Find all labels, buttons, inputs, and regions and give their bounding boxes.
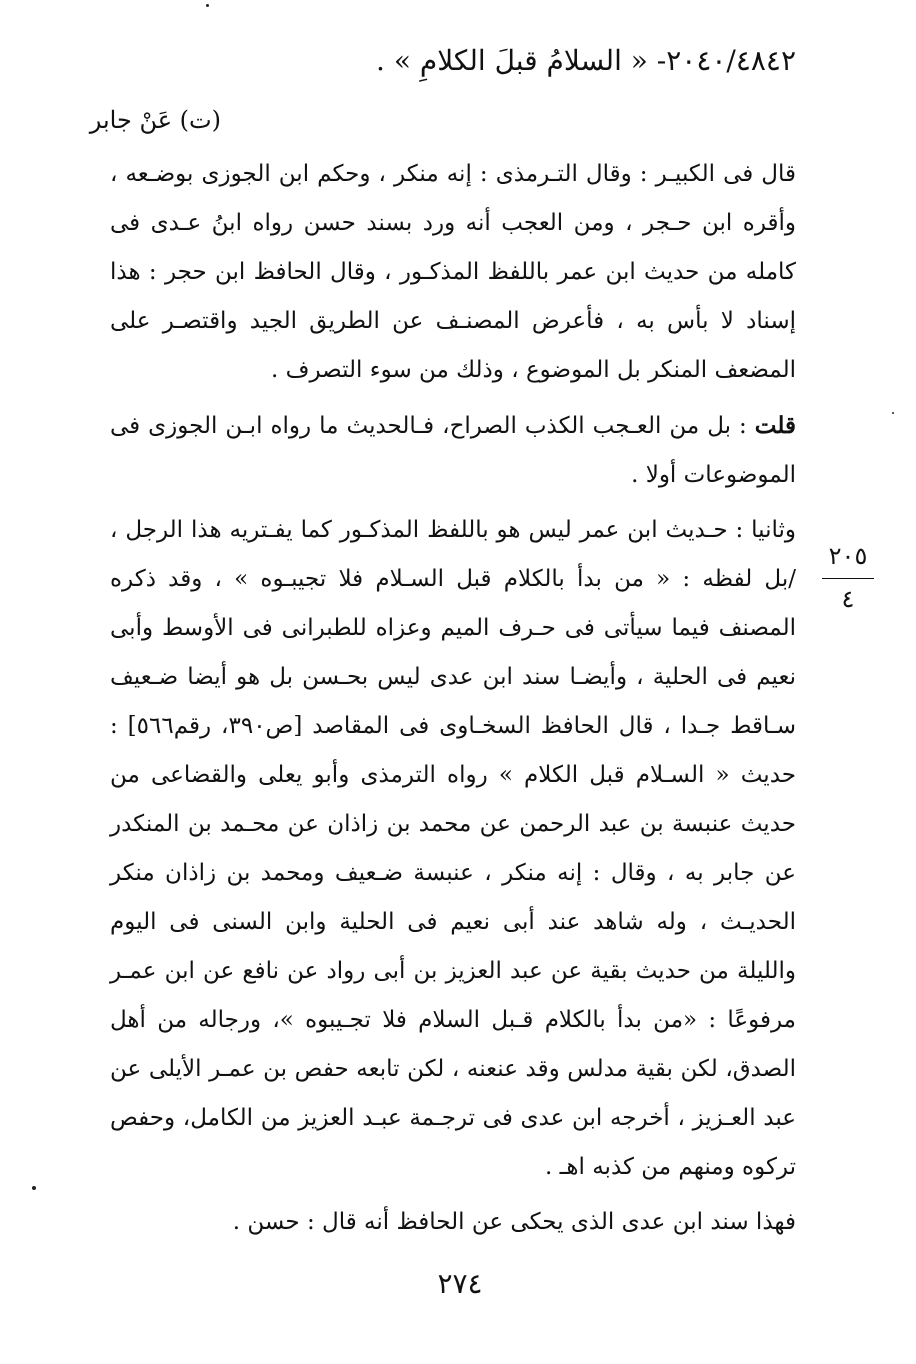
commentary-paragraph [110, 1198, 796, 1247]
scan-speck [206, 4, 209, 7]
scan-speck [32, 1186, 36, 1190]
paragraph-text: : بل من العـجب الكذب الصراح، فـالحديث ما رواه ابـن الجوزى فى الموضوعات أولا . [110, 413, 796, 488]
margin-ref-part: ٤ [841, 585, 855, 613]
commentary-paragraph [110, 150, 796, 395]
paragraph-text: قال فى الكبيـر : وقال التـرمذى : إنه منكر ، وحكم ابن الجوزى بوضـعه ، وأقره ابن حـجر ، ومن العجب أنه ورد بسند حسن رواه ابنُ عـدى فى كامله من حديث ابن عمر باللفظ المذكـور ، وقال الحافظ ابن حجر : هذا إسناد لا بأس به ، فأعرض المصنـف عن الطريق الجيد واقتصـر على المضعف المنكر بل الموضوع ، وذلك من سوء التصرف . [110, 161, 796, 383]
paragraph-text: فهذا سند ابن عدى الذى يحكى عن الحافظ أنه قال : حسن . [232, 1209, 796, 1235]
hadith-heading: ٢٠٤٠/٤٨٤٢- « السلامُ قبلَ الكلامِ » . [376, 44, 796, 77]
paragraph-lead: قلت [754, 412, 796, 439]
hadith-source: (ت) عَنْ جابر [89, 106, 221, 134]
commentary-paragraph [110, 506, 796, 1192]
page-number: ٢٧٤ [437, 1267, 483, 1300]
paragraph-text: وثانيا : حـديث ابن عمر ليس هو باللفظ المذكـور كما يفـتريه هذا الرجل ، /بل لفظه : « من بدأ بالكلام قبل السـلام فلا تجيبـوه » ، وقد ذكره المصنف فيما سيأتى فى حـرف الميم وعزاه للطبرانى فى الأوسط وأبى نعيم فى الحلية ، وأيضـا سند ابن عدى ليس بحـسن بل هو أيضا ضـعيف سـاقط جـدا ، قال الحافظ السخـاوى فى المقاصد [ص٣٩٠، رقم٥٦٦] : حديث « السـلام قبل الكلام » رواه الترمذى وأبو يعلى والقضاعى من حديث عنبسة بن عبد الرحمن عن محمد بن زاذان عن محـمد بن المنكدر عن جابر به ، وقال : إنه منكر ، عنبسة ضـعيف ومحمد بن زاذان منكر الحديـث ، وله شاهد عند أبى نعيم فى الحلية وابن السنى فى اليوم والليلة من حديث بقية عن عبد العزيز بن أبى رواد عن نافع عن ابن عمـر مرفوعًا : «من بدأ بالكلام قـبل السلام فلا تجـيبوه »، ورجاله من أهل الصدق، لكن بقية مدلس وقد عنعنه ، لكن تابعه حفص بن عمـر الأيلى عن عبد العـزيز ، أخرجه ابن عدى فى ترجـمة عبـد العزيز من الكامل، وحفص تركوه ومنهم من كذبه اهـ . [110, 517, 796, 1180]
margin-ref-divider [822, 578, 874, 579]
margin-ref-volume-page: ٢٠٥ [828, 542, 868, 570]
scan-speck [892, 412, 894, 414]
commentary-body [110, 150, 796, 1253]
commentary-paragraph [110, 401, 796, 500]
margin-page-reference [822, 540, 874, 615]
